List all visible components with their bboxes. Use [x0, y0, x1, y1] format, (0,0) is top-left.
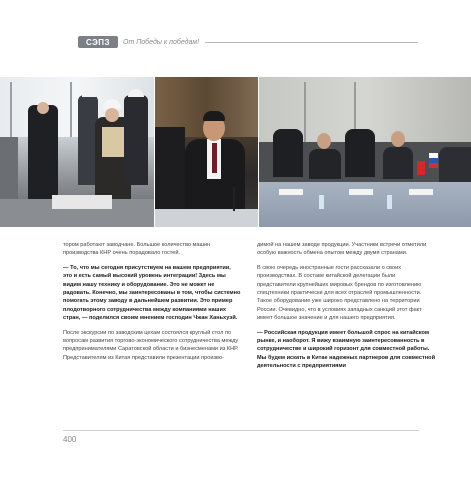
hard-hat: [82, 89, 96, 97]
paragraph: димой на нашем заводе продукции. Участники встречи отметили особую важность обмена опытом между двумя странами.: [257, 242, 427, 257]
paragraph: После экскурсии по заводским цехам состоялся круглый стол по вопросам развития торгово-экономического сотрудничества между предпринимателями Саратовской области и бизнесменами из КНР. Представителям из Китая представили презентации произво-: [63, 329, 239, 361]
name-card: [409, 189, 433, 195]
person-dark-suit: [124, 95, 148, 185]
paragraph: тором работают заводчане. Большое количество машин производства КНР очень порадовало гостей.: [63, 242, 211, 257]
face: [37, 102, 49, 114]
curtain-fold: [304, 82, 306, 147]
paragraph: В свою очередь иностранные гости рассказали о своих производствах. В составе китайской делегации были представители крупнейших мировых брендов по изготовлению спецтехники практически для всех отраслей промышленности. Такое оборудование уже широко представлено на территории России. Очевидно, что в условиях западных санкций этот факт имеет большое значение и для нашего предприятия.: [257, 264, 422, 322]
water-bottle: [319, 195, 324, 209]
russia-flag-red: [429, 163, 438, 168]
person-dark-suit: [309, 149, 341, 179]
person-dark-suit: [383, 147, 413, 179]
water-bottle: [387, 195, 392, 209]
quote-paragraph: — Российская продукция имеет большой спрос на китайском рынке, и наоборот. Я вижу взаимную заинтересованность в сотрудничестве и широкий горизонт для совместной работы. Мы будем искать в Китае надежных партнеров для совместной деятельности с предприятиями: [257, 329, 436, 370]
page-number: 400: [63, 435, 77, 444]
chair: [273, 129, 303, 177]
machine: [0, 137, 18, 207]
footer-rule: [63, 430, 419, 431]
hair: [203, 111, 225, 121]
header-rule: [205, 42, 418, 43]
tie: [212, 143, 217, 173]
text-column-right: [257, 241, 435, 377]
chair: [345, 129, 375, 177]
face: [317, 133, 331, 149]
scarf: [102, 127, 124, 157]
header-slogan: От Победы к победам!: [123, 38, 200, 46]
photo-official-speaking: [155, 77, 258, 227]
photo-meeting-table: [259, 77, 471, 227]
face: [105, 108, 119, 122]
name-card: [279, 189, 303, 195]
window-frame: [70, 82, 72, 137]
page-header: [78, 35, 418, 49]
quote-paragraph: — То, что мы сегодня присутствуем на вашем предприятии, это и есть самый высокий уровень интеграции! Здесь мы видим нашу технику и оборудование. Это не может не радовать. Конечно, мы заинтересованы в том, чтобы системно помогать этому заводу в дальнейшем развитии. Это пример плодотворного сотрудничества между компаниями наших стран, — поделился своим мнением господин Чжан Ханьхуэй.: [63, 264, 241, 322]
face: [391, 131, 405, 147]
window-frame: [10, 82, 12, 137]
china-flag: [417, 161, 425, 175]
table: [155, 209, 258, 227]
name-card: [349, 189, 373, 195]
text-column-left: [63, 241, 241, 368]
company-logo: СЭПЗ: [78, 36, 118, 48]
microphone: [233, 187, 235, 211]
person-dark-suit: [439, 147, 471, 183]
work-table: [52, 195, 112, 209]
photo-factory-tour: [0, 77, 154, 227]
